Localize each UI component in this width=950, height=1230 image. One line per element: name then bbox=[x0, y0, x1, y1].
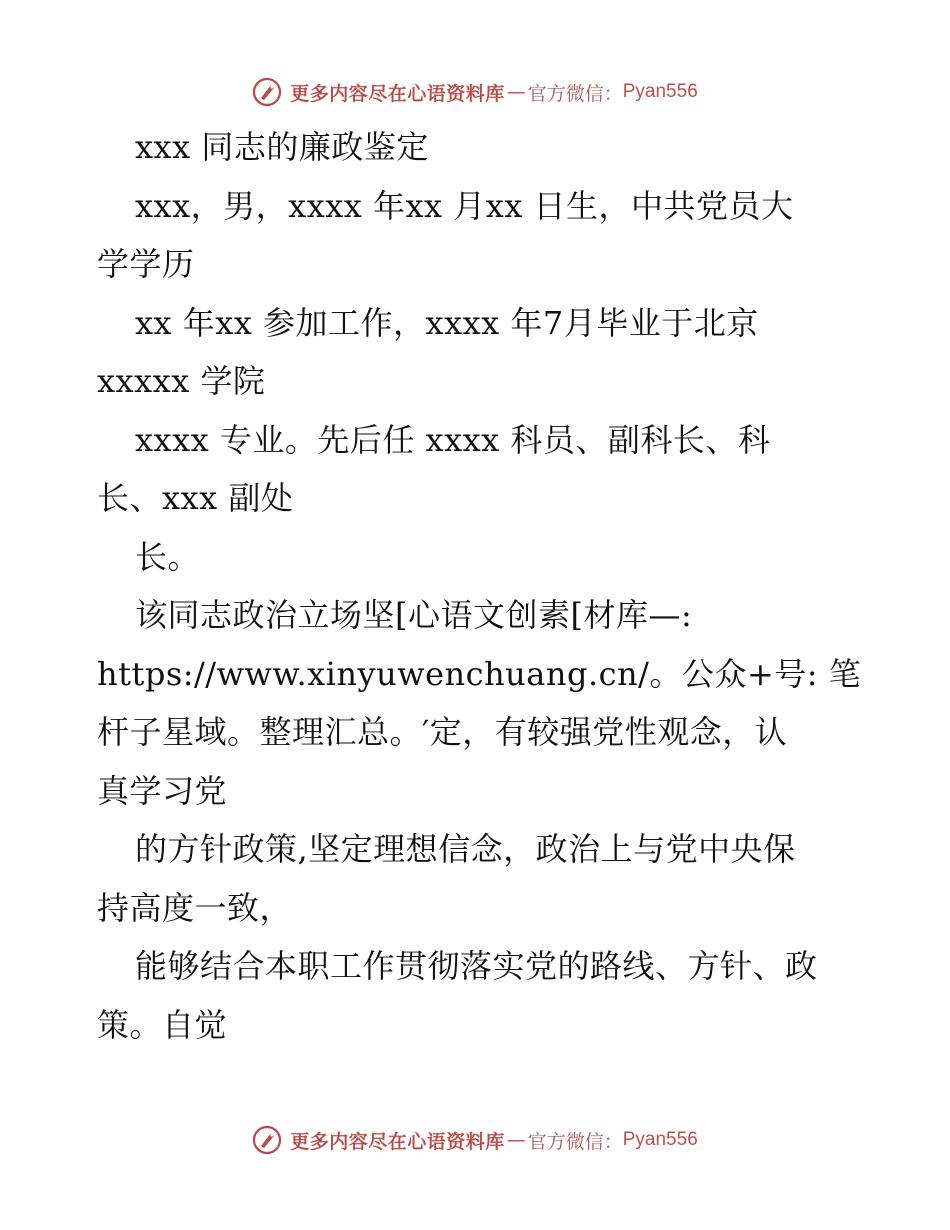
header-watermark bbox=[0, 72, 950, 112]
paragraph-line: 的方针政策,坚定理想信念，政治上与党中央保 bbox=[135, 830, 796, 868]
watermark-wechat-id: Pyan556 bbox=[622, 81, 698, 102]
watermark-sub-text: 官方微信： bbox=[527, 82, 623, 105]
watermark-dash: — bbox=[506, 1129, 526, 1151]
paragraph-line: xxx，男，xxxx 年xx 月xx 日生，中共党员大 bbox=[135, 186, 794, 225]
paragraph-line: 杆子星域。整理汇总。′定，有较强党性观念，认 bbox=[97, 713, 788, 751]
paragraph-line: 长。 bbox=[135, 537, 201, 576]
pen-nib-logo-icon bbox=[252, 77, 282, 107]
paragraph-line: 该同志政治立场坚[心语文创素[材库—: bbox=[135, 596, 693, 634]
paragraph-line: xxxx 专业。先后任 xxxx 科员、副科长、科 bbox=[135, 420, 771, 459]
paragraph-line: 长、xxx 副处 bbox=[97, 479, 294, 517]
paragraph-line: 策。自觉 bbox=[97, 1005, 228, 1044]
paragraph-line: 持高度一致， bbox=[97, 888, 293, 927]
document-body bbox=[97, 118, 862, 1054]
watermark-main-text: 更多内容尽在心语资料库 bbox=[290, 1130, 505, 1153]
document-title: xxx 同志的廉政鉴定 bbox=[135, 128, 429, 166]
footer-watermark bbox=[0, 1120, 950, 1160]
paragraph-line: xxxxx 学院 bbox=[97, 362, 266, 400]
paragraph-line: https://www.xinyuwenchuang.cn/。公众+号: 笔 bbox=[97, 654, 862, 693]
watermark-wechat-id: Pyan556 bbox=[622, 1129, 698, 1150]
paragraph-line: 真学习党 bbox=[97, 771, 228, 810]
watermark-main-text: 更多内容尽在心语资料库 bbox=[290, 82, 505, 105]
paragraph-line: xx 年xx 参加工作，xxxx 年7月毕业于北京 bbox=[135, 303, 759, 342]
pen-nib-logo-icon bbox=[252, 1125, 282, 1155]
paragraph-line: 能够结合本职工作贯彻落实党的路线、方针、政 bbox=[135, 947, 818, 985]
paragraph-line: 学学历 bbox=[97, 245, 195, 283]
watermark-dash: — bbox=[506, 81, 526, 103]
watermark-sub-text: 官方微信： bbox=[527, 1130, 623, 1153]
